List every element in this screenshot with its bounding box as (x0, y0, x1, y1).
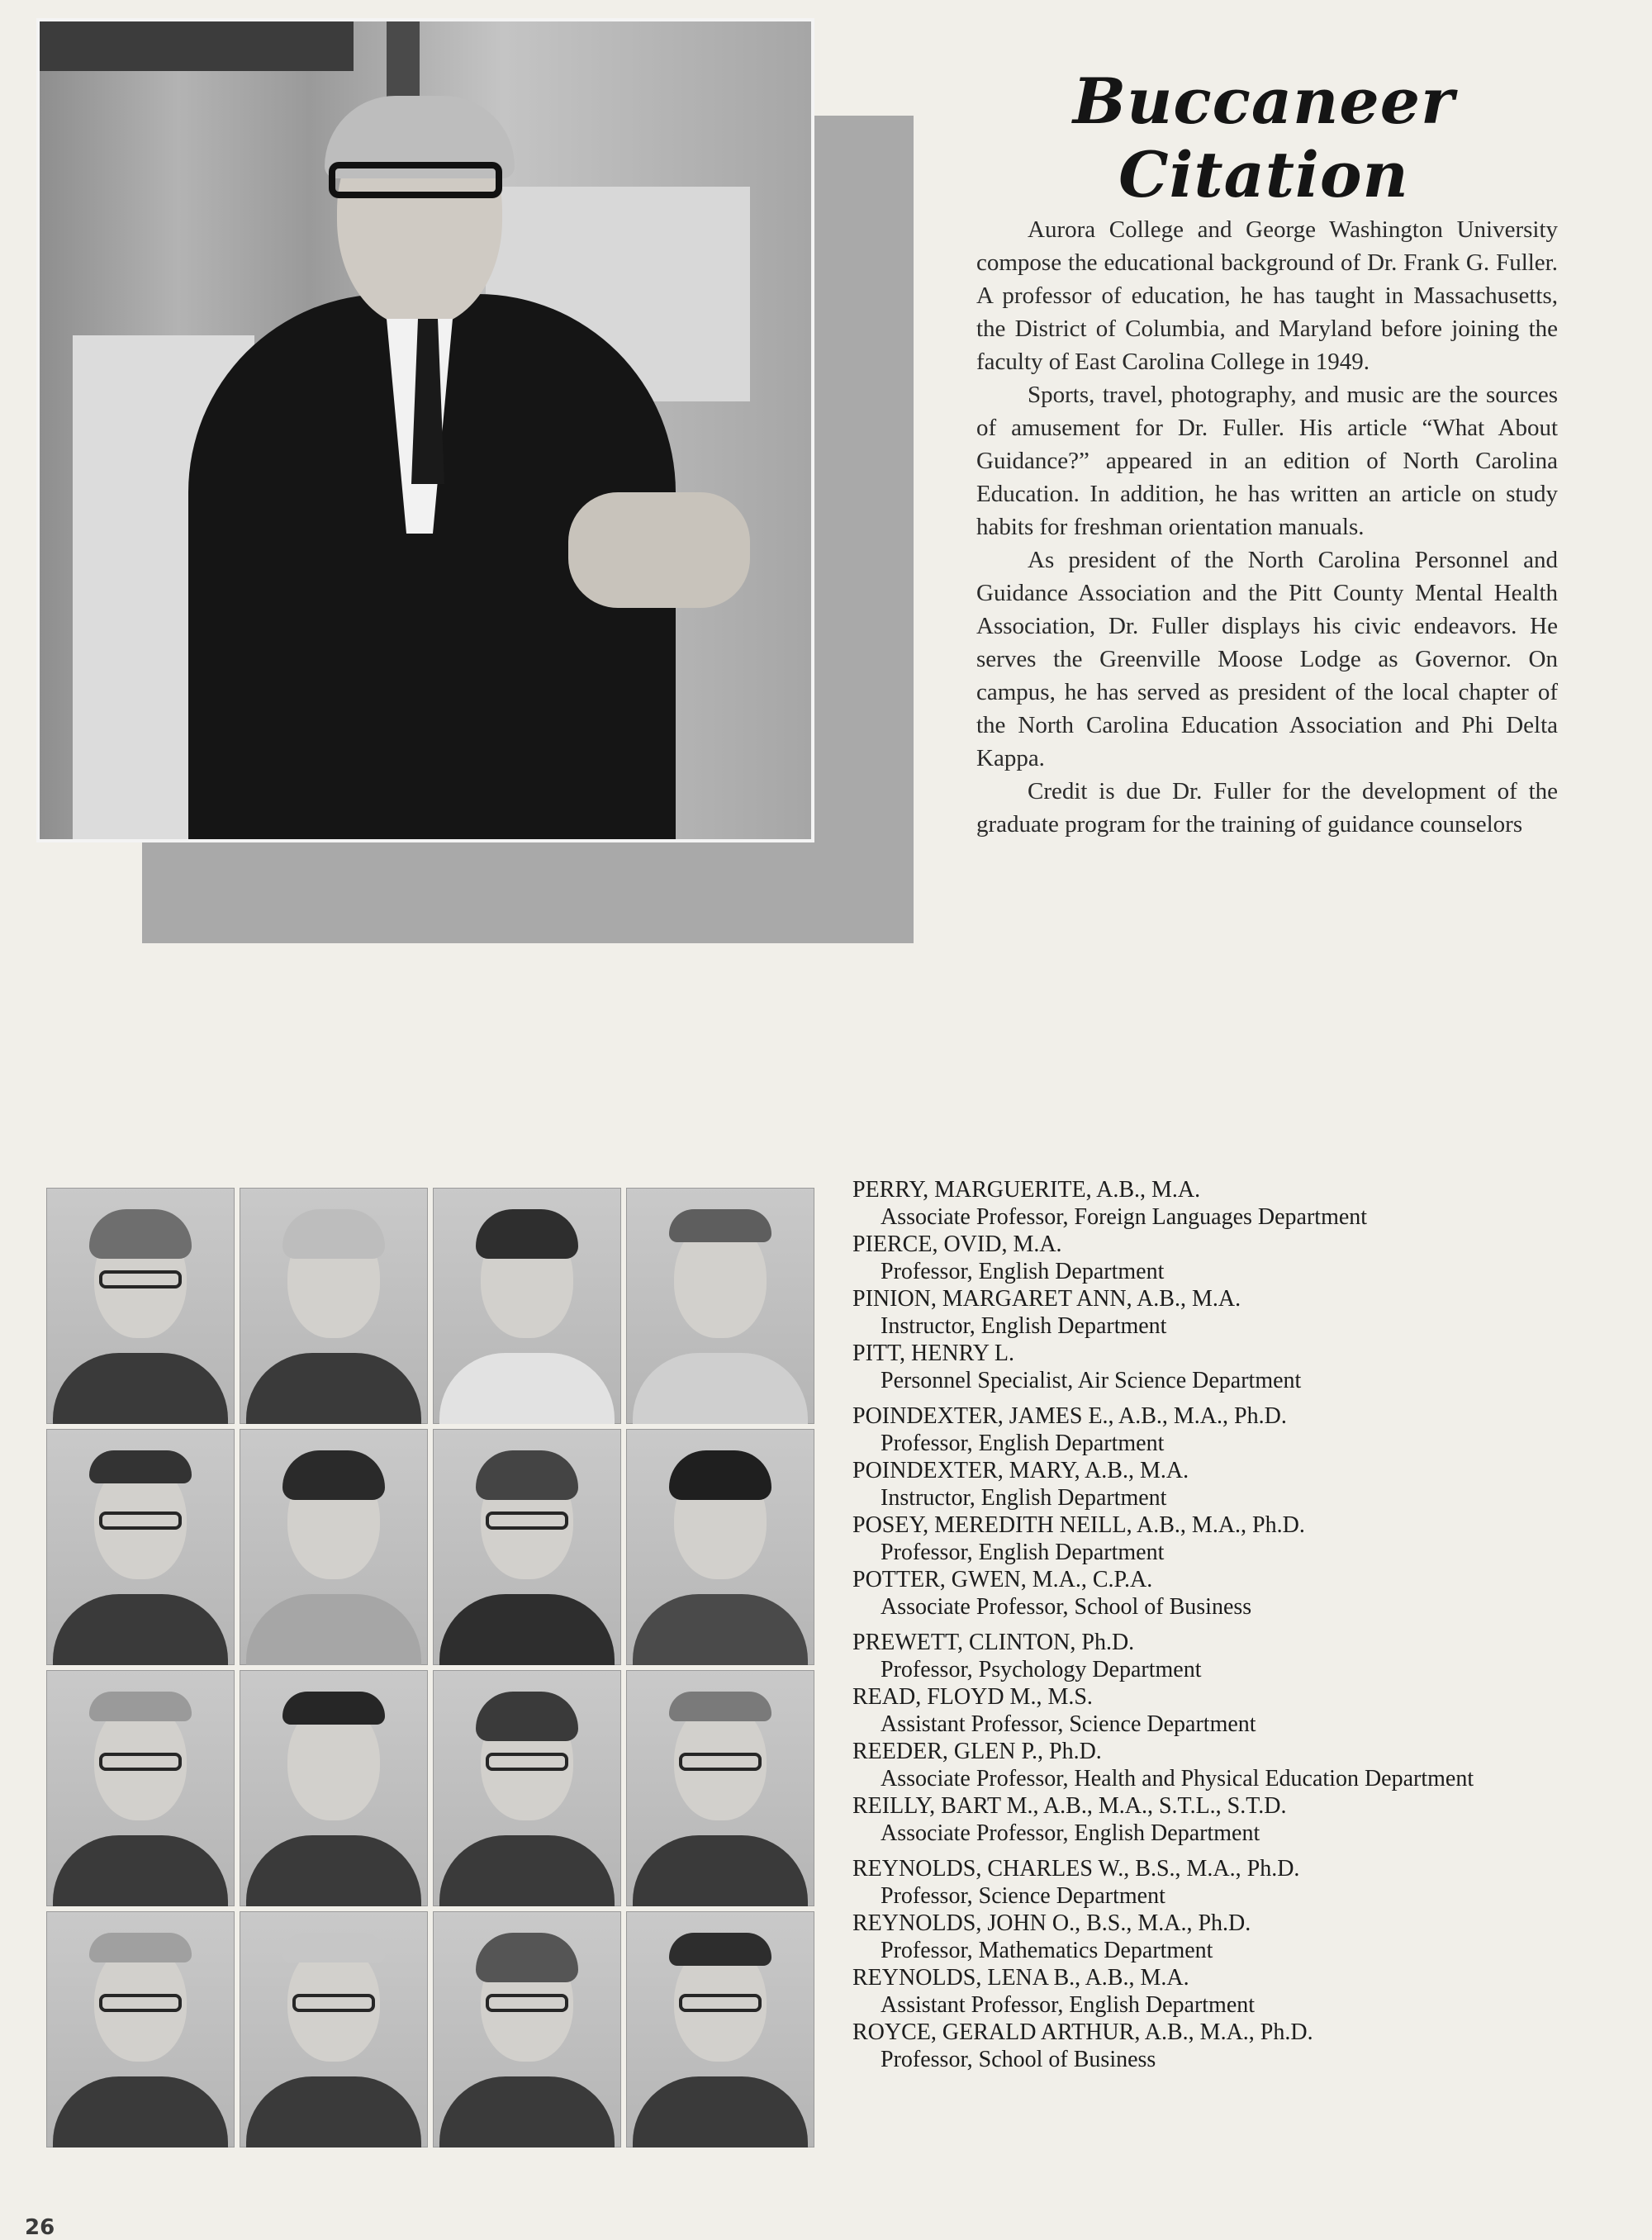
faculty-position: Instructor, English Department (881, 1313, 1167, 1339)
roster-entry (852, 1910, 1480, 1964)
bio-paragraph: Sports, travel, photography, and music are the sources of amusement for Dr. Fuller. His article “What About Guidance?” appeared in an edition of North Carolina Education. In addition, he has written an article on study habits for freshman orientation manuals. (976, 382, 1558, 540)
faculty-portrait (433, 1911, 621, 2147)
main-photo (36, 18, 814, 842)
faculty-portrait (46, 1911, 235, 2147)
roster-entry (852, 1566, 1480, 1621)
roster-entry (852, 1402, 1480, 1457)
faculty-name: POSEY, MEREDITH NEILL, A.B., M.A., Ph.D. (852, 1512, 1305, 1538)
faculty-position: Professor, English Department (881, 1431, 1165, 1456)
faculty-portrait (626, 1911, 814, 2147)
faculty-position: Professor, Science Department (881, 1883, 1165, 1909)
faculty-name: PIERCE, OVID, M.A. (852, 1232, 1062, 1257)
roster-entry (852, 1738, 1480, 1792)
bio-paragraph: Aurora College and George Washington University compose the educational background of Dr. Frank G. Fuller. A professor of education, he has taught in Massachusetts, the District of Columbia, and Maryland before joining the faculty of East Carolina College in 1949. (976, 216, 1558, 375)
page-title: Buccaneer Citation (1072, 64, 1455, 211)
roster-entry (852, 1176, 1480, 1231)
faculty-name: REYNOLDS, LENA B., A.B., M.A. (852, 1965, 1189, 1991)
faculty-position: Professor, English Department (881, 1259, 1165, 1284)
faculty-position: Assistant Professor, English Department (881, 1992, 1256, 2018)
faculty-portrait (626, 1670, 814, 1906)
faculty-position: Professor, English Department (881, 1540, 1165, 1565)
roster-entry (852, 1792, 1480, 1847)
roster-entry (852, 1964, 1480, 2019)
faculty-name: REEDER, GLEN P., Ph.D. (852, 1739, 1102, 1764)
faculty-name: PITT, HENRY L. (852, 1341, 1014, 1366)
faculty-portrait (433, 1188, 621, 1424)
faculty-portrait (240, 1188, 428, 1424)
faculty-position: Associate Professor, Health and Physical Education Department (881, 1766, 1474, 1792)
roster-entry (852, 1683, 1480, 1738)
faculty-position: Associate Professor, School of Business (881, 1594, 1252, 1620)
faculty-position: Associate Professor, English Department (881, 1820, 1260, 1846)
faculty-portrait (626, 1188, 814, 1424)
faculty-portrait (240, 1911, 428, 2147)
faculty-name: ROYCE, GERALD ARTHUR, A.B., M.A., Ph.D. (852, 2019, 1313, 2045)
faculty-position: Instructor, English Department (881, 1485, 1167, 1511)
faculty-portrait (240, 1429, 428, 1665)
bio-paragraph: Credit is due Dr. Fuller for the development of the graduate program for the training of guidance counselors (976, 778, 1558, 838)
roster-entry (852, 1340, 1480, 1394)
faculty-portrait (433, 1429, 621, 1665)
faculty-name: POINDEXTER, MARY, A.B., M.A. (852, 1458, 1189, 1483)
faculty-position: Professor, Psychology Department (881, 1657, 1202, 1682)
faculty-position: Associate Professor, Foreign Languages Department (881, 1204, 1368, 1230)
roster-entry (852, 1231, 1480, 1285)
faculty-portrait-grid (46, 1188, 823, 2147)
faculty-portrait (626, 1429, 814, 1665)
faculty-position: Assistant Professor, Science Department (881, 1711, 1256, 1737)
faculty-roster (852, 1176, 1480, 2073)
roster-entry (852, 2019, 1480, 2073)
roster-entry (852, 1855, 1480, 1910)
faculty-portrait (46, 1429, 235, 1665)
faculty-portrait (46, 1188, 235, 1424)
faculty-name: POINDEXTER, JAMES E., A.B., M.A., Ph.D. (852, 1403, 1287, 1429)
roster-entry (852, 1629, 1480, 1683)
faculty-name: POTTER, GWEN, M.A., C.P.A. (852, 1567, 1153, 1592)
page-number: 26 (25, 2215, 55, 2240)
faculty-position: Professor, School of Business (881, 2047, 1156, 2072)
faculty-portrait (433, 1670, 621, 1906)
roster-entry (852, 1512, 1480, 1566)
faculty-name: PINION, MARGARET ANN, A.B., M.A. (852, 1286, 1241, 1312)
roster-entry (852, 1285, 1480, 1340)
faculty-portrait (240, 1670, 428, 1906)
roster-entry (852, 1457, 1480, 1512)
faculty-portrait (46, 1670, 235, 1906)
faculty-position: Personnel Specialist, Air Science Department (881, 1368, 1302, 1393)
faculty-name: PREWETT, CLINTON, Ph.D. (852, 1630, 1135, 1655)
bio-paragraph: As president of the North Carolina Personnel and Guidance Association and the Pitt County Mental Health Association, Dr. Fuller displays his civic endeavors. He serves the Greenville Moose Lodge as Governor. On campus, he has served as president of the local chapter of the North Carolina Education Association and Phi Delta Kappa. (976, 547, 1558, 771)
citation-text (976, 213, 1558, 841)
faculty-name: REILLY, BART M., A.B., M.A., S.T.L., S.T.D. (852, 1793, 1287, 1819)
faculty-position: Professor, Mathematics Department (881, 1938, 1213, 1963)
faculty-name: PERRY, MARGUERITE, A.B., M.A. (852, 1177, 1201, 1203)
faculty-name: REYNOLDS, JOHN O., B.S., M.A., Ph.D. (852, 1910, 1251, 1936)
faculty-name: READ, FLOYD M., M.S. (852, 1684, 1093, 1710)
faculty-name: REYNOLDS, CHARLES W., B.S., M.A., Ph.D. (852, 1856, 1300, 1882)
